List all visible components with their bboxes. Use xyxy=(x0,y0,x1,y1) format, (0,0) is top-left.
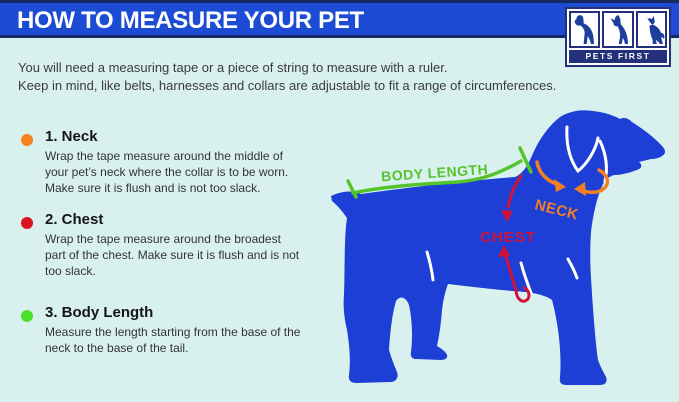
dog-silhouette xyxy=(331,110,665,385)
step2-bullet-icon xyxy=(21,217,33,229)
step-heading: 3. Body Length xyxy=(45,304,154,321)
logo-dog-panels xyxy=(569,11,667,48)
brand-name: PETS FIRST xyxy=(569,50,667,63)
step-chest xyxy=(45,211,299,279)
step-heading: 1. Neck xyxy=(45,128,98,145)
neck-label: NECK xyxy=(533,196,581,224)
chest-label: CHEST xyxy=(480,229,536,246)
body-length-label: BODY LENGTH xyxy=(380,160,489,185)
intro-line: You will need a measuring tape or a piece of string to measure with a ruler. xyxy=(18,60,448,75)
step-description-line: Measure the length starting from the base of the xyxy=(45,325,301,339)
step-description-line: Make sure it is flush and is not too slack. xyxy=(45,181,261,195)
step-description-line: Wrap the tape measure around the middle of xyxy=(45,149,283,163)
step-heading: 2. Chest xyxy=(45,211,104,228)
page-title: HOW TO MEASURE YOUR PET xyxy=(17,7,364,34)
step-neck xyxy=(45,128,288,196)
brand-logo xyxy=(565,7,671,67)
shepherd-dog-icon xyxy=(636,11,667,48)
step-description-line: part of the chest. Make sure it is flush and is not xyxy=(45,248,300,262)
step-description-line: your pet’s neck where the collar is to be worn. xyxy=(45,165,289,179)
sitting-dog-icon xyxy=(569,11,600,48)
howling-dog-icon xyxy=(602,11,633,48)
step1-bullet-icon xyxy=(21,134,33,146)
intro-line: Keep in mind, like belts, harnesses and collars are adjustable to fit a range of circumferences. xyxy=(18,77,557,93)
step-description-line: neck to the base of the tail. xyxy=(45,341,189,355)
measurement-diagram xyxy=(323,95,679,402)
intro-text xyxy=(18,59,556,94)
step-description-line: Wrap the tape measure around the broadest xyxy=(45,232,281,246)
step3-bullet-icon xyxy=(21,310,33,322)
step-description-line: too slack. xyxy=(45,264,96,278)
step-body-length xyxy=(45,304,300,356)
